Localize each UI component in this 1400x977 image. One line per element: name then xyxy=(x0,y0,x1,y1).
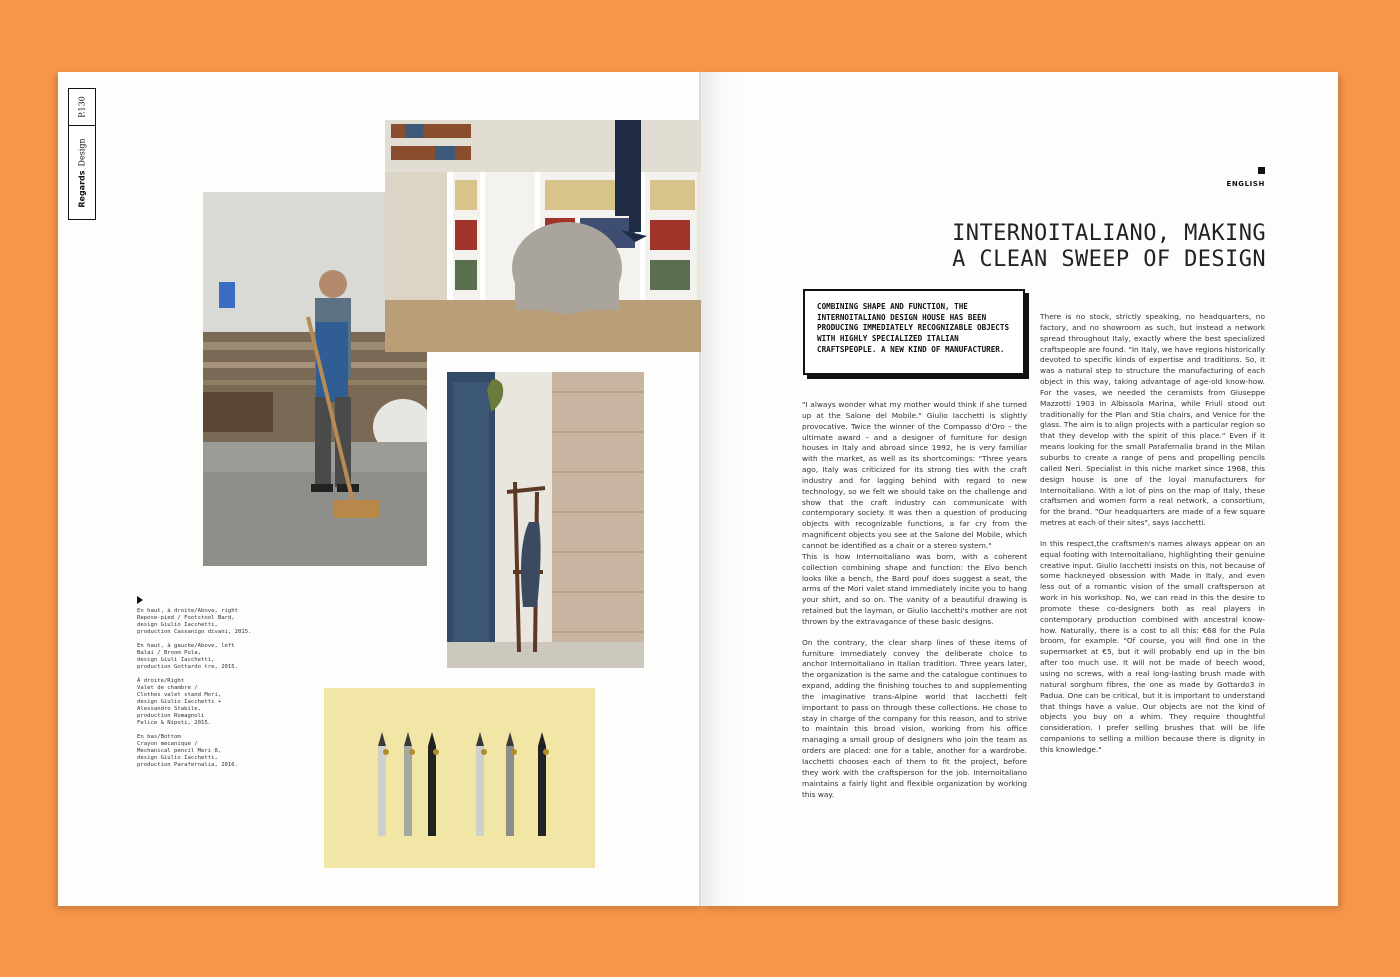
caption-above-left: En haut, à gauche/Above, left Balai / Broom Pula, design Giuli Iacchetti, production Gottardo tre, 2015. xyxy=(137,643,239,670)
article-column-1 xyxy=(802,400,1027,800)
valet-stand-photo xyxy=(447,372,644,668)
lead-box xyxy=(803,289,1025,375)
page-number: P.130 xyxy=(77,96,87,118)
paragraph: This is how Internoitaliano was born, with a coherent collection combining shape and function: the Elvo bench looks like a bench, the Bard pouf does suggest a seat, the arms of the Mori valet stand immediately incite you to hang your shirt, and so on. The vanity of a beautiful drawing is retained but the layman, or Giulio Iacchetti's mother are not thrown by the extravagance of these basic designs. xyxy=(802,551,1027,626)
article-title: INTERNOITALIANO, MAKING A CLEAN SWEEP OF DESIGN xyxy=(952,220,1266,272)
caption-arrow-icon xyxy=(137,596,143,604)
folio-tab xyxy=(68,88,96,220)
language-label: ENGLISH xyxy=(1226,180,1265,188)
paragraph: There is no stock, strictly speaking, no headquarters, no factory, and no showroom as such, but instead a network spread throughout Italy, exactly where the best specialized craftspeople are found. "In Italy, we have regions historically devoted to specific kinds of expertise and traditions. So, it was a natural step to structure the manufacturing of each object in this way, taking advantage of age-old know-how. For the vases, we needed the ceramists from Giuseppe Mazzotti 1903 in Albissola Marina, while Friuli stood out traditionally for the Plan and Stia chairs, and Venice for the glass. The aim is to align projects with a particular region so that they develop with the spirit of this place." Even if it means looking for the small Parafernalia brand in the Milan suburbs to create a range of pens and propelling pencils called Neri. Specialist in this niche market since 1968, this design house is one of the loyal manufacturers for Internoitaliano. With a lot of pins on the map of Italy, these craftsmen and women form a real network, a consortium, for the brand. "Our headquarters are made of a few square metres at each of their sites", says Iacchetti. xyxy=(1040,312,1265,528)
caption-above-right: En haut, à droite/Above, right Repose-pied / Footstool Bard, design Giulio Iacchetti, production Cassanigo divani, 2015. xyxy=(137,608,252,635)
caption-bottom: En bas/Bottom Crayon mécanique / Mechanical pencil Meri 8, design Giulio Iacchetti, production Parafernalia, 2016. xyxy=(137,734,239,768)
paragraph: On the contrary, the clear sharp lines of these items of furniture immediately convey the deliberate choice to anchor Internoitaliano in Italian tradition. Three years later, the organization is the same and the catalogue continues to expand, adding the finishing touches to and supplementing the imaginative trans-Alpine world that Iacchetti felt important to pass on through these collections. He chose to stay in charge of the company for this reason, and to strive to maintain this broad vision, working from his office managing a small group of designers who join the team as orders are placed: one for a table, another for a wardrobe. Iacchetti chooses each of them to fit the project, before they work with the craftsperson for the job. Internoitaliano maintains a fairly light and flexible organization by working this way. xyxy=(802,637,1027,799)
section-label: RegardsDesign xyxy=(77,137,87,208)
article-column-2 xyxy=(1040,312,1265,756)
bookshelf-stool-photo xyxy=(385,120,701,352)
caption-right: À droite/Right Valet de chambre / Clothes valet stand Mori, design Giulio Iacchetti + Alessandro Stabile, production Romagnoli Felice & Nipoti, 2015. xyxy=(137,678,222,726)
photo-captions xyxy=(137,596,307,776)
language-marker-icon xyxy=(1258,167,1265,174)
paragraph: In this respect,the craftsmen's names always appear on an equal footing with Internoitaliano, highlighting their genuine creative input. Giulio Iacchetti insists on this, not because of some hackneyed obsession with Made in Italy, and even less out of a romantic vision of the small craftsperson at work in his workshop. No, we can read in this the desire to promote these co-designers both as real players in contemporary production combined with ancestral know-how. Naturally, there is a cost to all this: €68 for the Pula broom, for example. "Of course, you will find one in the supermarket at €5, but it will probably end up in the bin after too much use. It will not be made of beech wood, using no screws, with a real long-lasting brush made with natural sorghum fibres, the one as made by Gottardo3 in Padua. One can be critical, but it is important to understand that things have a value. Our objects are not the kind of objects you buy on a whim. They require thoughtful consideration. I prefer selling brushes that will be life companions to selling a million because there is dignity in this knowledge." xyxy=(1040,538,1265,754)
paragraph: "I always wonder what my mother would think if she turned up at the Salone del Mobile." Giulio Iacchetti is slightly provocative. Twice the winner of the Compasso d'Oro – the ultimate award – and a designer of furniture for design houses in Italy and abroad since 1992, he is very familiar with the market, as well as its shortcomings: "Three years ago, Italy was criticized for its strong ties with the craft industry and for lagging behind with regard to new technology, so we felt we should take on the challenge and show that the craft industry can communicate with contemporary society. It was then a question of producing objects with recognizable functions, a far cry from the magnificent objects you see at the Salone del Mobile, which cannot be identified as a chair or a stereo system." xyxy=(802,400,1027,550)
pencils-photo xyxy=(324,688,595,868)
lead-text: COMBINING SHAPE AND FUNCTION, THE INTERNOITALIANO DESIGN HOUSE HAS BEEN PRODUCING IMMEDIATELY RECOGNIZABLE OBJECTS WITH HIGHLY SPECIALIZED ITALIAN CRAFTSPEOPLE. A NEW KIND OF MANUFACTURER. xyxy=(817,302,1010,354)
